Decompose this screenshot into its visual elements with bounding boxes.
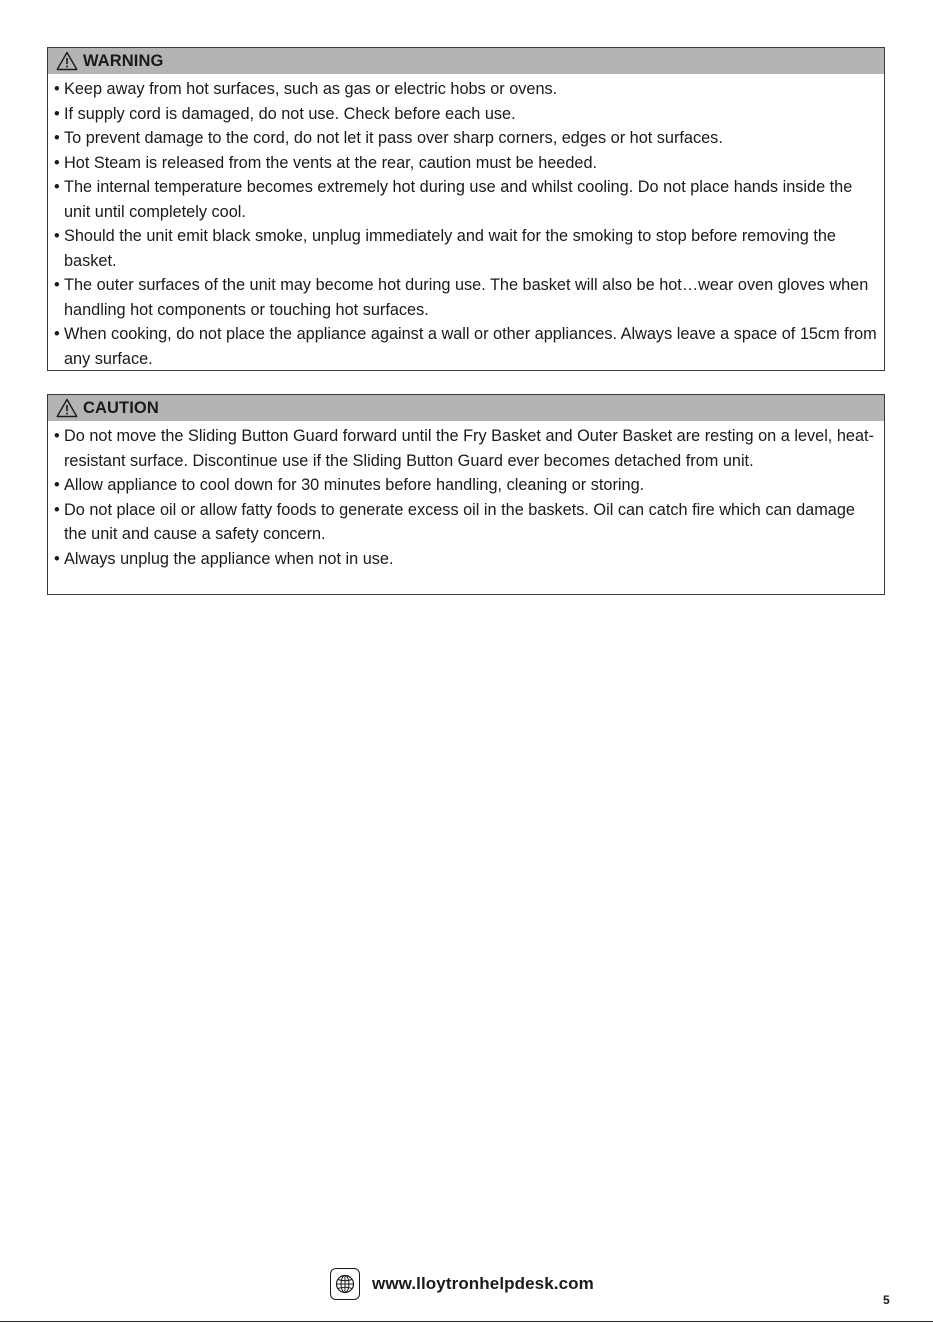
- warning-item: • When cooking, do not place the appliance against a wall or other appliances. Always leave a space of 15cm from any surface.: [54, 325, 877, 368]
- caution-item: • Allow appliance to cool down for 30 minutes before handling, cleaning or storing.: [54, 476, 645, 494]
- caution-list: [48, 421, 884, 571]
- globe-icon: [330, 1268, 360, 1300]
- caution-header: [48, 395, 884, 421]
- caution-box: [47, 394, 885, 595]
- caution-title: CAUTION: [83, 398, 159, 417]
- warning-item: • Keep away from hot surfaces, such as gas or electric hobs or ovens.: [54, 80, 558, 98]
- warning-title: WARNING: [83, 51, 164, 70]
- warning-item: • To prevent damage to the cord, do not let it pass over sharp corners, edges or hot surfaces.: [54, 129, 723, 147]
- page-number: 5: [883, 1293, 890, 1307]
- warning-box: [47, 47, 885, 371]
- caution-item: • Always unplug the appliance when not in use.: [54, 549, 394, 568]
- warning-header: [48, 48, 884, 74]
- caution-item: • Do not place oil or allow fatty foods to generate excess oil in the baskets. Oil can catch fire which can damage the unit and cause a safety concern.: [54, 500, 855, 543]
- warning-triangle-icon: [56, 51, 78, 71]
- warning-triangle-icon: [56, 398, 78, 418]
- warning-list: [48, 74, 884, 371]
- warning-item: • Should the unit emit black smoke, unplug immediately and wait for the smoking to stop before removing the basket.: [54, 227, 836, 270]
- warning-item: • Hot Steam is released from the vents at the rear, caution must be heeded.: [54, 153, 598, 172]
- warning-item: • The internal temperature becomes extremely hot during use and whilst cooling. Do not place hands inside the unit until completely cool.: [54, 178, 853, 221]
- helpdesk-url-link[interactable]: www.lloytronhelpdesk.com: [372, 1274, 594, 1293]
- footer: [330, 1268, 594, 1300]
- caution-item: • Do not move the Sliding Button Guard forward until the Fry Basket and Outer Basket are resting on a level, heat-resistant surface. Discontinue use if the Sliding Button Guard ever becomes detached from unit.: [54, 427, 874, 470]
- warning-item: • The outer surfaces of the unit may become hot during use. The basket will also be hot…wear oven gloves when handling hot components or touching hot surfaces.: [54, 276, 869, 319]
- warning-item: • If supply cord is damaged, do not use. Check before each use.: [54, 104, 516, 123]
- bottom-divider: [0, 1321, 933, 1322]
